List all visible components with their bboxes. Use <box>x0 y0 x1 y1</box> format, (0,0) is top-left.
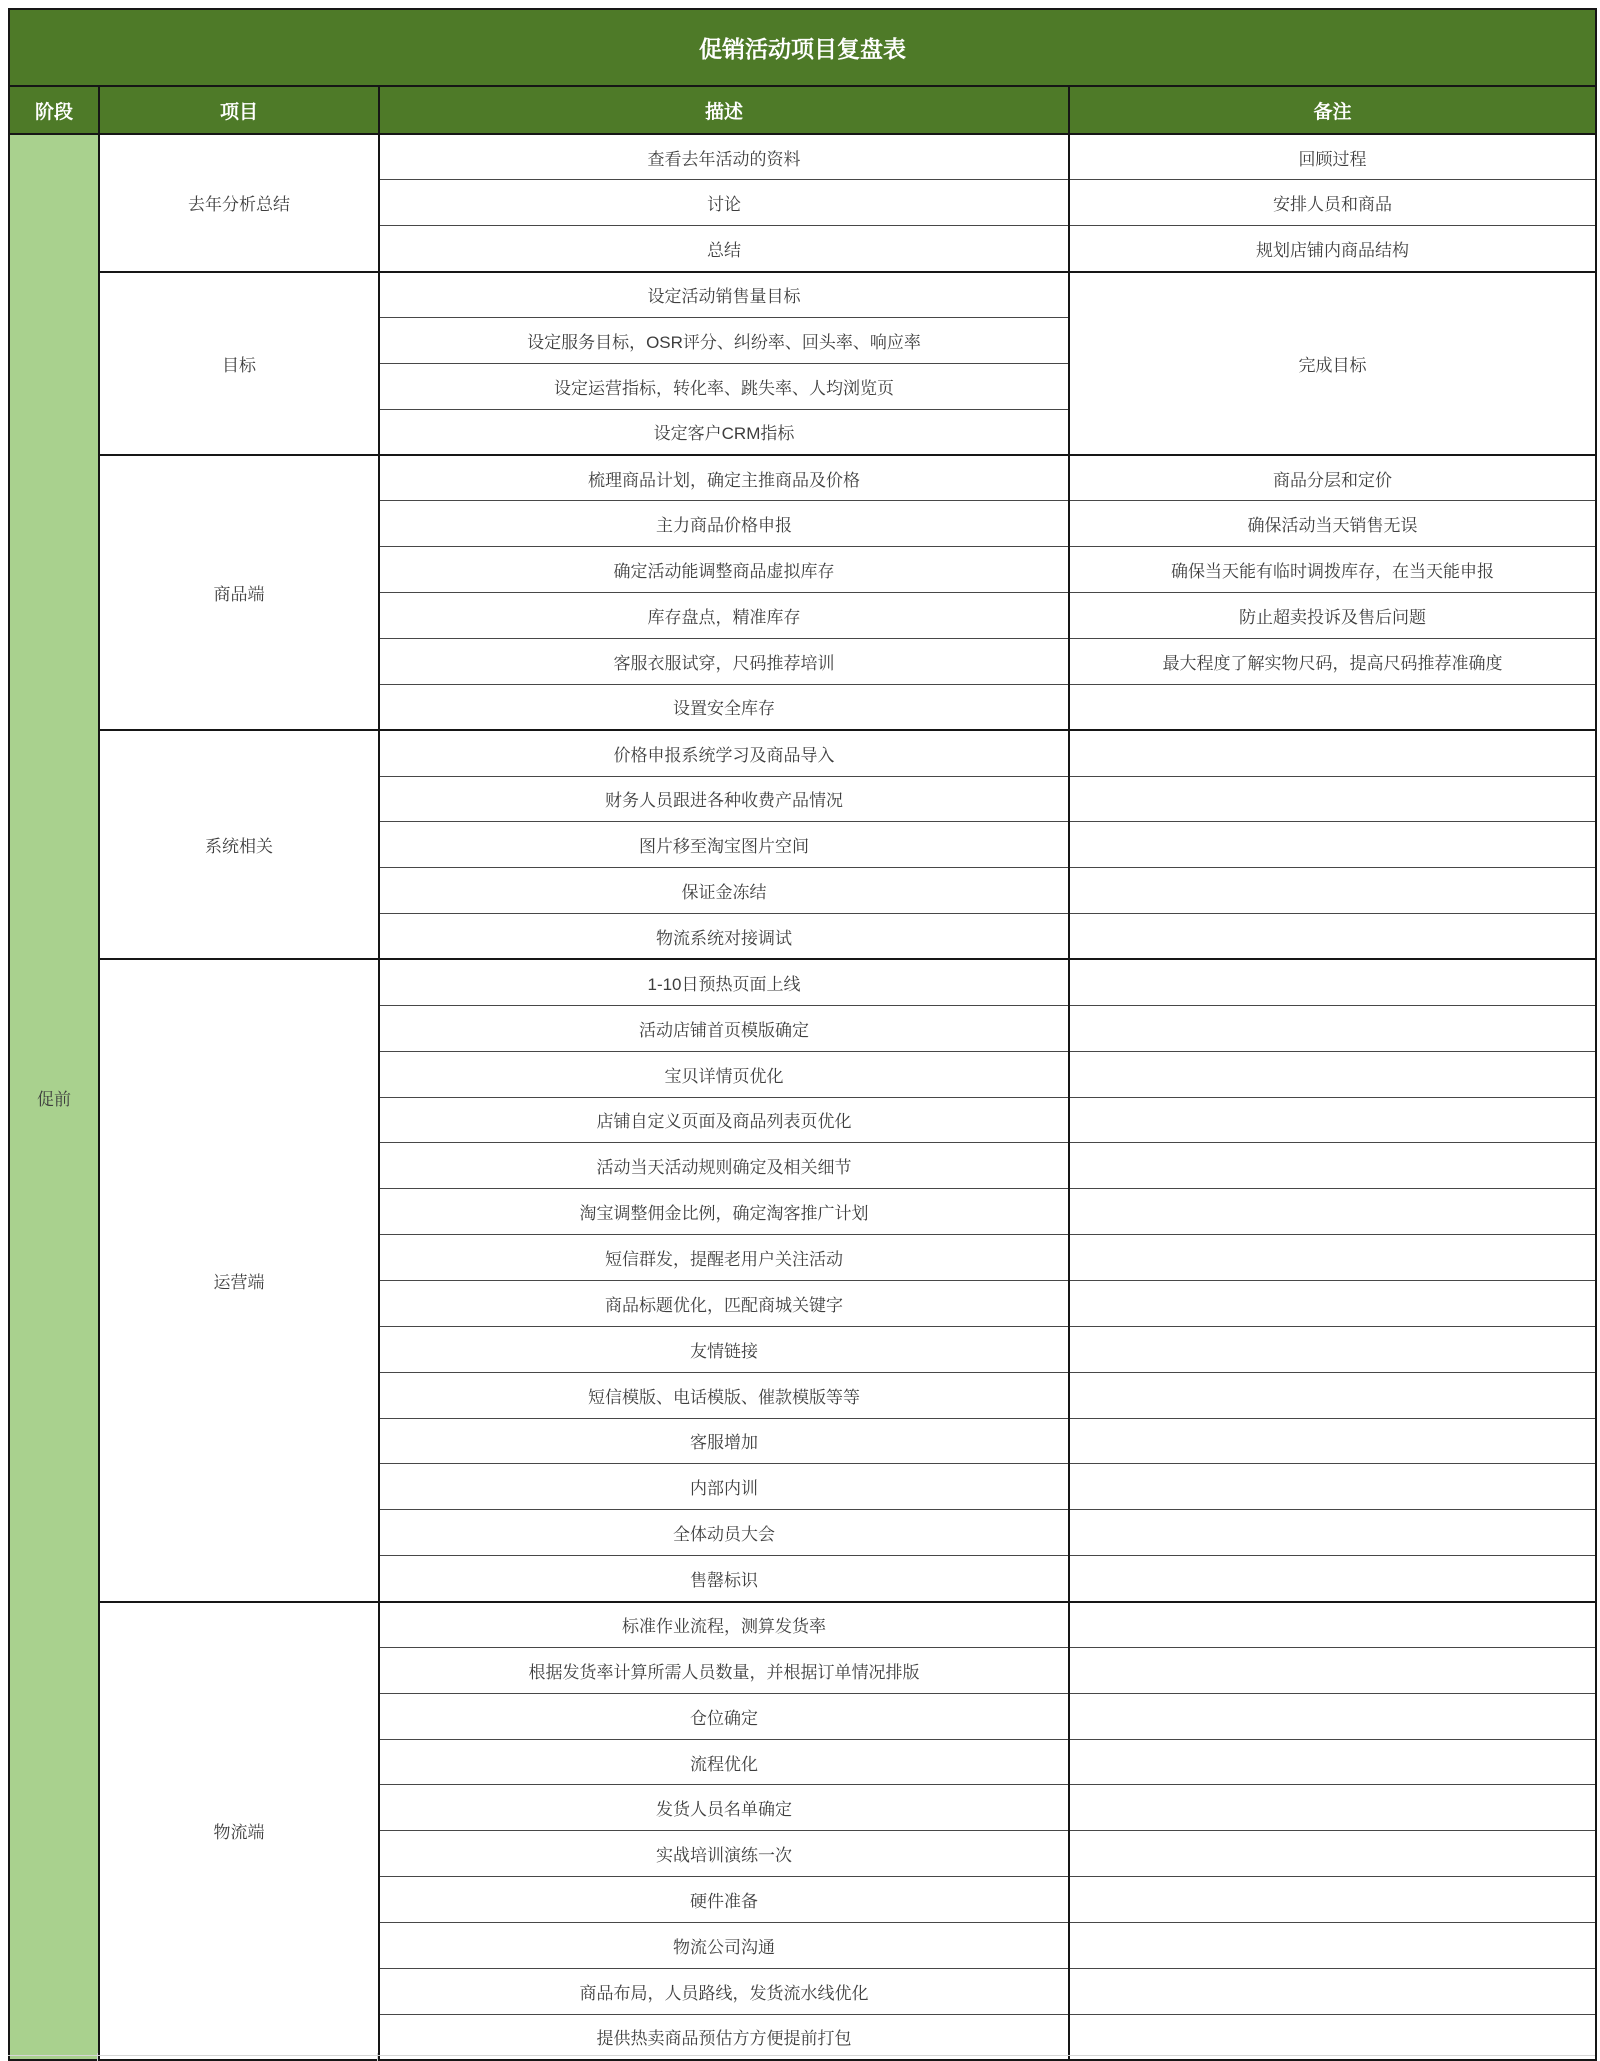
note-cell <box>1069 730 1596 776</box>
description-cell: 设定活动销售量目标 <box>379 272 1069 318</box>
note-cell <box>1069 1189 1596 1235</box>
description-cell: 实战培训演练一次 <box>379 1831 1069 1877</box>
description-cell: 库存盘点，精准库存 <box>379 593 1069 639</box>
note-cell <box>1069 822 1596 868</box>
description-cell: 设定客户CRM指标 <box>379 409 1069 455</box>
description-cell: 1-10日预热页面上线 <box>379 959 1069 1005</box>
note-cell <box>1069 776 1596 822</box>
description-cell: 友情链接 <box>379 1326 1069 1372</box>
description-cell: 查看去年活动的资料 <box>379 134 1069 180</box>
table-title: 促销活动项目复盘表 <box>9 9 1596 86</box>
project-cell: 运营端 <box>99 959 379 1601</box>
description-cell: 客服增加 <box>379 1418 1069 1464</box>
description-cell: 售罄标识 <box>379 1556 1069 1602</box>
description-cell: 设定服务目标，OSR评分、纠纷率、回头率、响应率 <box>379 317 1069 363</box>
note-cell <box>1069 1923 1596 1969</box>
project-cell: 目标 <box>99 272 379 455</box>
project-cell: 物流端 <box>99 1602 379 2061</box>
note-cell <box>1069 2014 1596 2060</box>
note-cell <box>1069 684 1596 730</box>
note-cell <box>1069 1556 1596 1602</box>
project-cell: 去年分析总结 <box>99 134 379 272</box>
note-cell: 完成目标 <box>1069 272 1596 455</box>
description-cell: 设置安全库存 <box>379 684 1069 730</box>
description-cell: 价格申报系统学习及商品导入 <box>379 730 1069 776</box>
table-row <box>9 730 1596 776</box>
note-cell <box>1069 1647 1596 1693</box>
description-cell: 物流系统对接调试 <box>379 914 1069 960</box>
col-header-phase: 阶段 <box>9 86 99 134</box>
note-cell <box>1069 1968 1596 2014</box>
project-cell: 商品端 <box>99 455 379 730</box>
note-cell <box>1069 959 1596 1005</box>
note-cell: 确保当天能有临时调拨库存，在当天能申报 <box>1069 547 1596 593</box>
note-cell <box>1069 1510 1596 1556</box>
description-cell: 宝贝详情页优化 <box>379 1051 1069 1097</box>
description-cell: 活动当天活动规则确定及相关细节 <box>379 1143 1069 1189</box>
note-cell <box>1069 1602 1596 1648</box>
description-cell: 确定活动能调整商品虚拟库存 <box>379 547 1069 593</box>
note-cell <box>1069 1326 1596 1372</box>
col-header-note: 备注 <box>1069 86 1596 134</box>
description-cell: 总结 <box>379 226 1069 272</box>
description-cell: 仓位确定 <box>379 1693 1069 1739</box>
note-cell <box>1069 868 1596 914</box>
note-cell: 确保活动当天销售无误 <box>1069 501 1596 547</box>
note-cell: 规划店铺内商品结构 <box>1069 226 1596 272</box>
description-cell: 流程优化 <box>379 1739 1069 1785</box>
description-cell: 短信群发，提醒老用户关注活动 <box>379 1235 1069 1281</box>
description-cell: 淘宝调整佣金比例，确定淘客推广计划 <box>379 1189 1069 1235</box>
description-cell: 保证金冻结 <box>379 868 1069 914</box>
phase-cell: 促前 <box>9 134 99 2060</box>
description-cell: 商品布局，人员路线，发货流水线优化 <box>379 1968 1069 2014</box>
table-row <box>9 959 1596 1005</box>
table-row <box>9 455 1596 501</box>
note-cell <box>1069 1831 1596 1877</box>
table-row <box>9 134 1596 180</box>
note-cell <box>1069 1739 1596 1785</box>
description-cell: 图片移至淘宝图片空间 <box>379 822 1069 868</box>
col-header-description: 描述 <box>379 86 1069 134</box>
note-cell <box>1069 1051 1596 1097</box>
description-cell: 活动店铺首页模版确定 <box>379 1005 1069 1051</box>
note-cell <box>1069 1877 1596 1923</box>
gridline-stub-horizontal <box>8 2055 1595 2056</box>
note-cell <box>1069 1785 1596 1831</box>
note-cell <box>1069 1372 1596 1418</box>
note-cell: 回顾过程 <box>1069 134 1596 180</box>
col-header-project: 项目 <box>99 86 379 134</box>
description-cell: 讨论 <box>379 180 1069 226</box>
description-cell: 店铺自定义页面及商品列表页优化 <box>379 1097 1069 1143</box>
note-cell <box>1069 1005 1596 1051</box>
table-body <box>9 9 1596 2060</box>
note-cell <box>1069 1693 1596 1739</box>
note-cell: 商品分层和定价 <box>1069 455 1596 501</box>
review-table <box>8 8 1597 2061</box>
description-cell: 内部内训 <box>379 1464 1069 1510</box>
title-row <box>9 9 1596 86</box>
description-cell: 财务人员跟进各种收费产品情况 <box>379 776 1069 822</box>
description-cell: 全体动员大会 <box>379 1510 1069 1556</box>
note-cell <box>1069 1418 1596 1464</box>
note-cell <box>1069 1235 1596 1281</box>
note-cell <box>1069 1464 1596 1510</box>
table-row <box>9 1602 1596 1648</box>
description-cell: 标准作业流程，测算发货率 <box>379 1602 1069 1648</box>
note-cell <box>1069 1097 1596 1143</box>
description-cell: 主力商品价格申报 <box>379 501 1069 547</box>
description-cell: 根据发货率计算所需人员数量，并根据订单情况排版 <box>379 1647 1069 1693</box>
description-cell: 设定运营指标，转化率、跳失率、人均浏览页 <box>379 363 1069 409</box>
note-cell: 防止超卖投诉及售后问题 <box>1069 593 1596 639</box>
description-cell: 硬件准备 <box>379 1877 1069 1923</box>
description-cell: 客服衣服试穿，尺码推荐培训 <box>379 638 1069 684</box>
gridline-stub-vertical-1 <box>97 2053 98 2061</box>
note-cell <box>1069 1143 1596 1189</box>
gridline-stub-vertical-2 <box>377 2053 378 2061</box>
description-cell: 物流公司沟通 <box>379 1923 1069 1969</box>
table-row <box>9 272 1596 318</box>
description-cell: 提供热卖商品预估方方便提前打包 <box>379 2014 1069 2060</box>
description-cell: 发货人员名单确定 <box>379 1785 1069 1831</box>
project-cell: 系统相关 <box>99 730 379 959</box>
note-cell <box>1069 914 1596 960</box>
note-cell: 安排人员和商品 <box>1069 180 1596 226</box>
note-cell: 最大程度了解实物尺码，提高尺码推荐准确度 <box>1069 638 1596 684</box>
header-row <box>9 86 1596 134</box>
note-cell <box>1069 1280 1596 1326</box>
description-cell: 商品标题优化，匹配商城关键字 <box>379 1280 1069 1326</box>
description-cell: 短信模版、电话模版、催款模版等等 <box>379 1372 1069 1418</box>
description-cell: 梳理商品计划，确定主推商品及价格 <box>379 455 1069 501</box>
